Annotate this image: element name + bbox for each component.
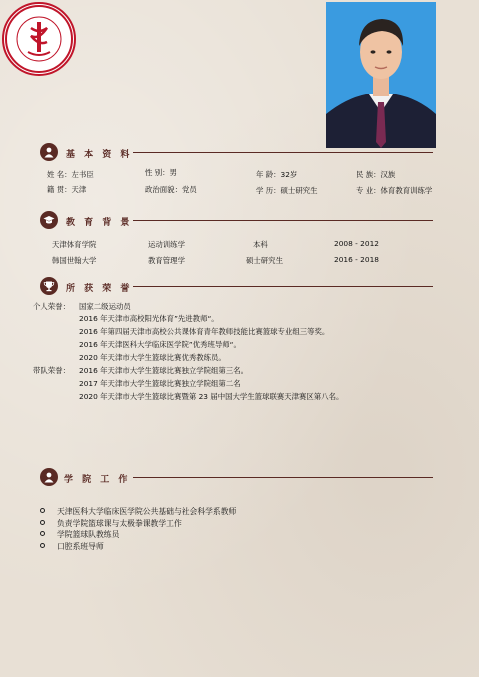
- edu-school: 天津体育学院: [52, 240, 97, 249]
- team-honors-label: 带队荣誉：: [33, 366, 70, 375]
- work-list: [57, 506, 236, 552]
- major-row: 专 业：体育教育训练学: [356, 186, 433, 195]
- name-row: 姓 名：左书臣: [47, 170, 94, 179]
- award-item: 2020 年天津市大学生篮球比赛暨第 23 届中国大学生篮球联赛天津赛区第八名。: [79, 392, 344, 401]
- award-item: 2020 年天津市大学生篮球比赛优秀教练员。: [79, 353, 226, 362]
- award-item: 2016 年天津市大学生篮球比赛独立学院组第三名。: [79, 366, 248, 375]
- section-divider: [133, 286, 433, 287]
- bullet-icon: [40, 531, 45, 536]
- origin-row: 籍 贯：天津: [47, 185, 87, 194]
- edu-years: 2008 - 2012: [334, 239, 379, 248]
- personal-honors-label: 个人荣誉：: [33, 302, 70, 311]
- edu-years: 2016 - 2018: [334, 255, 379, 264]
- university-logo: [2, 2, 76, 76]
- politics-row: 政治面貌：党员: [145, 185, 197, 194]
- section-title-awards: 所 获 荣 誉: [66, 284, 133, 294]
- award-item: 国家二级运动员: [79, 302, 131, 311]
- list-item: 学院篮球队教练员: [57, 529, 236, 541]
- person-icon: [40, 468, 58, 486]
- ethnic-row: 民 族：汉族: [356, 170, 396, 179]
- bullet-icon: [40, 508, 45, 513]
- edu-degree: 硕士研究生: [246, 256, 283, 265]
- section-divider: [133, 152, 433, 153]
- bullet-icon: [40, 520, 45, 525]
- section-title-education: 教 育 背 景: [66, 218, 133, 228]
- list-item: 天津医科大学临床医学院公共基础与社会科学系教师: [57, 506, 236, 518]
- edu-major: 运动训练学: [148, 240, 185, 249]
- edu-school: 韩国世翰大学: [52, 256, 97, 265]
- graduation-cap-icon: [40, 211, 58, 229]
- edu-major: 教育管理学: [148, 256, 185, 265]
- person-icon: [40, 143, 58, 161]
- edu-degree: 本科: [253, 240, 268, 249]
- bullet-icon: [40, 543, 45, 548]
- award-item: 2016 年第四届天津市高校公共课体育青年教师技能比赛篮球专业组三等奖。: [79, 327, 330, 336]
- award-item: 2016 年天津医科大学临床医学院”优秀班导师“。: [79, 340, 241, 349]
- section-title-basic: 基 本 资 料: [66, 150, 133, 160]
- profile-photo: [326, 2, 436, 148]
- trophy-icon: [40, 277, 58, 295]
- award-item: 2016 年天津市高校阳光体育”先进教师“。: [79, 314, 219, 323]
- award-item: 2017 年天津市大学生篮球比赛独立学院组第二名: [79, 379, 241, 388]
- section-title-work: 学 院 工 作: [64, 475, 131, 485]
- gender-row: 性 别：男: [145, 168, 177, 177]
- degree-row: 学 历：硕士研究生: [256, 186, 318, 195]
- section-divider: [133, 477, 433, 478]
- list-item: 口腔系班导师: [57, 541, 236, 553]
- list-item: 负责学院篮球课与太极拳课教学工作: [57, 518, 236, 530]
- age-row: 年 龄：32岁: [256, 170, 298, 179]
- section-divider: [133, 220, 433, 221]
